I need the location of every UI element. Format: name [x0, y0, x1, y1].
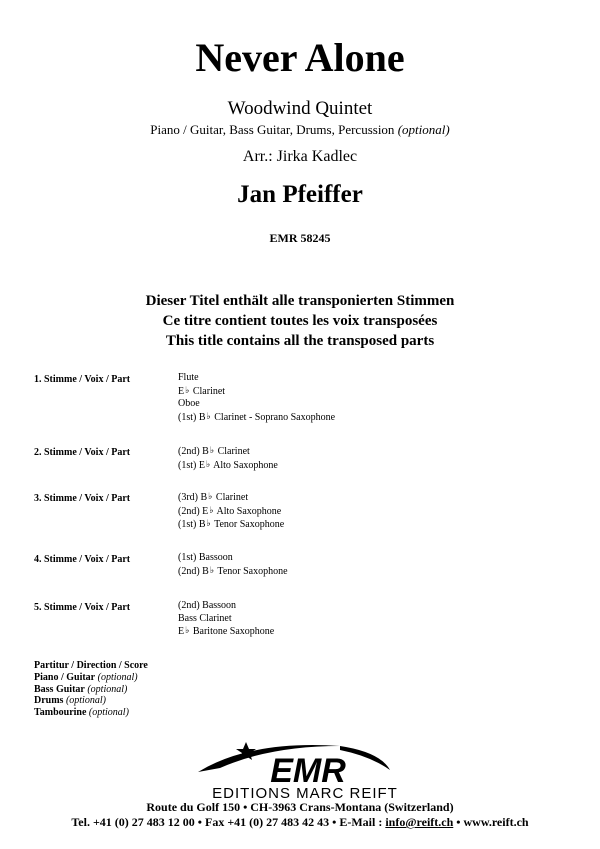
instrument-item	[178, 459, 278, 473]
instrumentation-optional: (optional)	[397, 122, 450, 137]
notice-french: Ce titre contient toutes les voix transposées	[162, 313, 438, 329]
flat-sign-icon: ♭	[206, 518, 211, 528]
instrument-text: Bass Clarinet	[178, 612, 232, 624]
notice-german: Dieser Titel enthält alle transponierten Stimmen	[145, 293, 455, 309]
notice-english: This title contains all the transposed parts	[165, 333, 435, 349]
score-part-optional: (optional)	[95, 671, 138, 683]
instrument-text-suffix: Clarinet - Soprano Saxophone	[211, 411, 336, 423]
instrument-text-suffix: Baritone Saxophone	[190, 626, 275, 637]
flat-sign-icon: ♭	[206, 410, 211, 421]
flat-sign-icon: ♭	[185, 384, 190, 395]
instrument-item	[178, 385, 335, 399]
subtitle: Woodwind Quintet	[227, 98, 373, 119]
score-parts-list	[34, 660, 148, 719]
score-part-optional: (optional)	[84, 683, 128, 695]
instrument-item	[178, 613, 274, 626]
score-part-name: Partitur / Direction / Score	[34, 660, 148, 671]
composer: Jan Pfeiffer	[237, 181, 363, 208]
score-part-item	[34, 684, 148, 696]
part-label: 3. Stimme / Voix / Part	[34, 493, 131, 504]
instrument-text: (1st) B	[178, 519, 206, 530]
instrument-item	[178, 518, 284, 532]
instrument-text: E	[178, 626, 185, 637]
email-link[interactable]: info@reift.ch	[385, 815, 454, 829]
instrument-text: Flute	[178, 372, 199, 383]
part-label: 5. Stimme / Voix / Part	[34, 602, 131, 613]
logo-text: EMR	[270, 752, 346, 790]
flat-sign-icon: ♭	[185, 625, 190, 635]
instrument-text-suffix: Clarinet	[215, 446, 250, 457]
score-part-name: Drums	[34, 695, 64, 707]
score-part-name: Bass Guitar	[34, 683, 85, 695]
instrument-item	[178, 372, 335, 385]
title: Never Alone	[195, 35, 405, 80]
flat-sign-icon: ♭	[209, 564, 215, 575]
part-label: 4. Stimme / Voix / Part	[34, 554, 131, 565]
instrument-text: (2nd) Bassoon	[178, 600, 237, 611]
flat-sign-icon: ♭	[208, 491, 213, 501]
instrument-text-suffix: Alto Saxophone	[211, 459, 278, 471]
instrument-text: (2nd) B	[178, 565, 209, 577]
instrument-text: E	[178, 385, 185, 397]
instrument-text: (1st) B	[178, 411, 206, 423]
instrument-item	[178, 411, 335, 425]
score-part-optional: (optional)	[63, 695, 106, 707]
instrument-text: (2nd) E	[178, 505, 209, 517]
instrument-item	[178, 565, 288, 579]
part-instruments	[178, 445, 278, 472]
score-part-name: Piano / Guitar	[34, 671, 96, 683]
flat-sign-icon: ♭	[205, 458, 211, 469]
instrument-item	[178, 625, 274, 639]
contact-website: • www.reift.ch	[453, 815, 529, 829]
flat-sign-icon: ♭	[209, 445, 215, 455]
part-instruments	[178, 552, 288, 578]
instrument-text-suffix: Tenor Saxophone	[215, 565, 288, 577]
instrument-item	[178, 505, 284, 519]
arranger: Arr.: Jirka Kadlec	[242, 148, 358, 165]
instrument-text: (2nd) B	[178, 446, 209, 457]
publisher-name: EDITIONS MARC REIFT	[212, 785, 398, 802]
part-label: 2. Stimme / Voix / Part	[34, 447, 131, 458]
instrument-text-suffix: Tenor Saxophone	[211, 519, 285, 530]
instrument-item	[178, 491, 284, 505]
score-part-item	[34, 707, 148, 719]
instrument-text: (3rd) B	[178, 492, 208, 503]
score-part-item	[34, 660, 148, 672]
instrument-item	[178, 600, 274, 613]
instrument-text-suffix: Alto Saxophone	[214, 505, 282, 517]
instrument-text-suffix: Clarinet	[213, 492, 249, 503]
contact-phone-fax: Tel. +41 (0) 27 483 12 00 • Fax +41 (0) 27 483 42 43 • E-Mail :	[71, 815, 386, 829]
score-part-item	[34, 695, 148, 707]
instrumentation-line	[0, 122, 600, 138]
score-part-optional: (optional)	[86, 707, 129, 719]
publisher-contact	[0, 815, 600, 829]
catalog-number: EMR 58245	[269, 231, 331, 245]
instrument-text: (1st) E	[178, 459, 205, 471]
flat-sign-icon: ♭	[209, 504, 214, 515]
instrument-item	[178, 552, 288, 565]
part-instruments	[178, 491, 284, 532]
instrument-text: Oboe	[178, 398, 200, 409]
score-part-item	[34, 672, 148, 684]
part-label: 1. Stimme / Voix / Part	[34, 374, 131, 385]
instrument-text: (1st) Bassoon	[178, 552, 233, 563]
instrument-item	[178, 445, 278, 459]
publisher-address: Route du Golf 150 • CH-3963 Crans-Montana (Switzerland)	[146, 800, 454, 814]
part-instruments	[178, 372, 335, 424]
part-instruments	[178, 600, 274, 639]
instrument-item	[178, 398, 335, 411]
instrument-text-suffix: Clarinet	[190, 385, 226, 397]
instrumentation-text: Piano / Guitar, Bass Guitar, Drums, Percussion	[150, 122, 398, 137]
score-part-name: Tambourine	[34, 707, 87, 719]
